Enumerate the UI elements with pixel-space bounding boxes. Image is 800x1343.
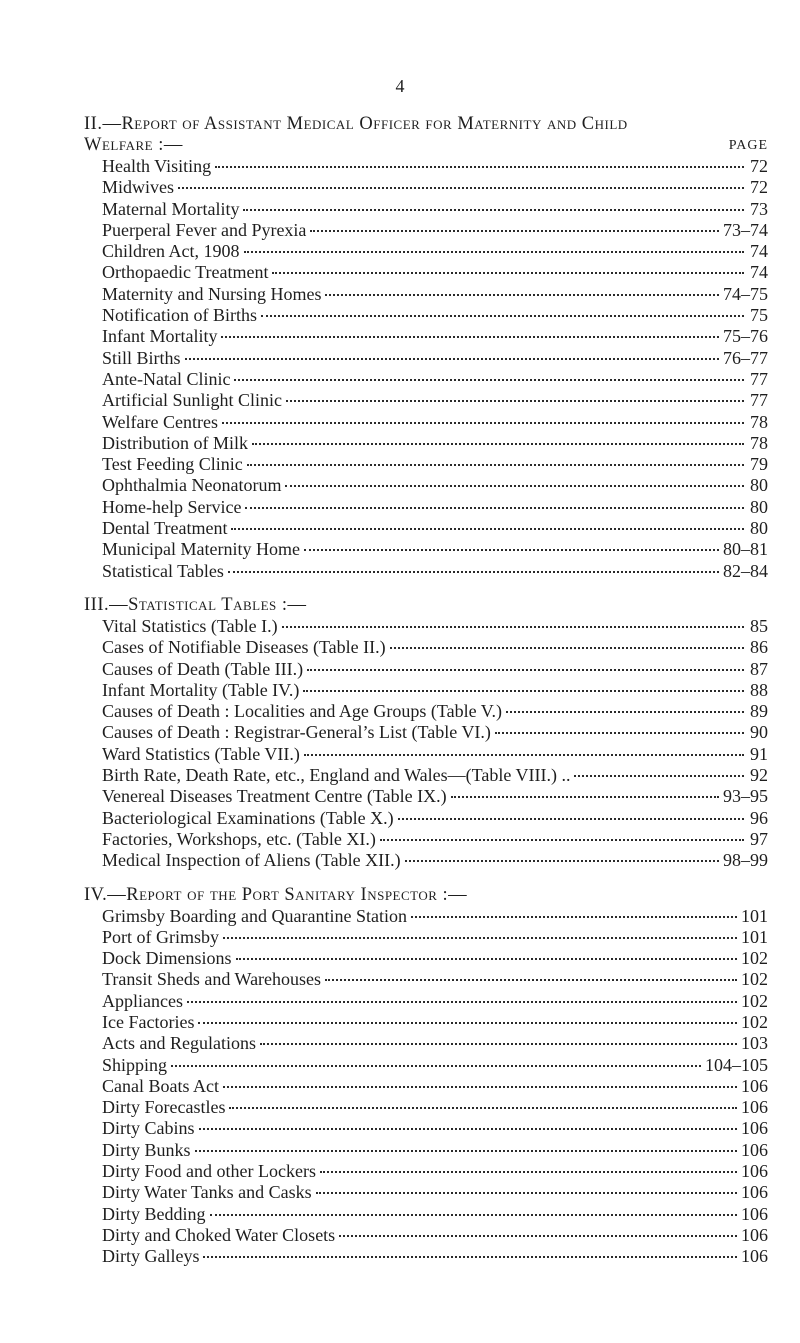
dot-leader — [221, 335, 719, 338]
entry-page-number: 78 — [750, 432, 768, 453]
entry-page-number: 106 — [741, 1182, 768, 1203]
entry-title: Ophthalmia Neonatorum — [102, 475, 282, 496]
toc-entry — [84, 412, 768, 433]
dot-leader — [199, 1127, 738, 1130]
toc-entry — [84, 497, 768, 518]
dot-leader — [222, 421, 744, 424]
entry-title: Ward Statistics (Table VII.) — [102, 743, 300, 764]
toc-entry — [84, 616, 768, 637]
toc-entry — [84, 969, 768, 990]
toc-section — [84, 885, 768, 1268]
entry-page-number: 78 — [750, 411, 768, 432]
toc-entry — [84, 284, 768, 305]
entry-page-number: 74–75 — [723, 283, 768, 304]
entry-page-number: 80 — [750, 475, 768, 496]
dot-leader — [339, 1234, 737, 1237]
toc-entry — [84, 1246, 768, 1267]
dot-leader — [231, 527, 744, 530]
toc-section — [84, 114, 768, 582]
dot-leader — [304, 753, 744, 756]
dot-leader — [195, 1149, 737, 1152]
toc-entry — [84, 475, 768, 496]
section-heading-text-line2: Welfare :— — [84, 135, 183, 155]
dot-leader — [228, 570, 719, 573]
entry-title: Medical Inspection of Aliens (Table XII.) — [102, 850, 401, 871]
entry-page-number: 101 — [741, 905, 768, 926]
toc-entry — [84, 786, 768, 807]
entry-page-number: 77 — [750, 390, 768, 411]
dot-leader — [252, 442, 744, 445]
toc-entry — [84, 1204, 768, 1225]
entry-page-number: 80 — [750, 518, 768, 539]
toc-entry — [84, 765, 768, 786]
toc-entry — [84, 659, 768, 680]
entry-title: Municipal Maternity Home — [102, 539, 300, 560]
toc-entry — [84, 518, 768, 539]
entry-page-number: 72 — [750, 156, 768, 176]
entry-page-number: 80 — [750, 496, 768, 517]
entry-title: Test Feeding Clinic — [102, 454, 243, 475]
dot-leader — [495, 731, 744, 734]
dot-leader — [245, 506, 744, 509]
dot-leader — [380, 838, 744, 841]
dot-leader — [234, 378, 744, 381]
entry-title: Midwives — [102, 177, 174, 198]
toc-entry — [84, 829, 768, 850]
entry-page-number: 75 — [750, 305, 768, 326]
dot-leader — [286, 399, 744, 402]
section-heading-continuation — [84, 135, 768, 156]
entry-page-number: 106 — [741, 1203, 768, 1224]
section-heading — [84, 114, 768, 156]
dot-leader — [398, 817, 744, 820]
entry-title: Appliances — [102, 990, 183, 1011]
toc-entry — [84, 1076, 768, 1097]
dot-leader — [390, 646, 744, 649]
dot-leader — [411, 915, 737, 918]
toc-entry — [84, 1055, 768, 1076]
entry-page-number: 104–105 — [705, 1054, 768, 1075]
entry-title: Still Births — [102, 347, 181, 368]
page-column-label: PAGE — [728, 138, 768, 153]
entry-page-number: 74 — [750, 241, 768, 262]
entry-page-number: 77 — [750, 368, 768, 389]
entry-title: Orthopaedic Treatment — [102, 262, 269, 283]
dot-leader — [307, 668, 744, 671]
section-heading-text: IV.—Report of the Port Sanitary Inspector :— — [84, 884, 468, 905]
entry-page-number: 106 — [741, 1161, 768, 1182]
entry-title: Ice Factories — [102, 1011, 195, 1032]
entry-title: Welfare Centres — [102, 411, 218, 432]
entry-title: Cases of Notifiable Diseases (Table II.) — [102, 637, 386, 658]
entry-title: Dock Dimensions — [102, 948, 232, 969]
toc-section — [84, 595, 768, 872]
toc-entry — [84, 156, 768, 177]
entry-title: Health Visiting — [102, 156, 212, 176]
entry-title: Maternity and Nursing Homes — [102, 283, 322, 304]
dot-leader — [203, 1255, 737, 1258]
toc-entry — [84, 348, 768, 369]
entry-page-number: 106 — [741, 1118, 768, 1139]
entry-title: Dirty Galleys — [102, 1246, 200, 1267]
entry-page-number: 102 — [741, 990, 768, 1011]
entry-title: Port of Grimsby — [102, 926, 219, 947]
dot-leader — [325, 978, 737, 981]
toc-entry — [84, 433, 768, 454]
entry-page-number: 86 — [750, 637, 768, 658]
toc-entry — [84, 1140, 768, 1161]
dot-leader — [178, 186, 744, 189]
toc-entry — [84, 1161, 768, 1182]
entry-page-number: 91 — [750, 743, 768, 764]
entry-title: Dirty Forecastles — [102, 1097, 226, 1118]
entry-page-number: 79 — [750, 454, 768, 475]
entry-page-number: 102 — [741, 1011, 768, 1032]
toc-entry — [84, 561, 768, 582]
entry-page-number: 80–81 — [723, 539, 768, 560]
dot-leader — [210, 1213, 738, 1216]
toc-entry — [84, 927, 768, 948]
toc-entry — [84, 744, 768, 765]
dot-leader — [198, 1021, 737, 1024]
entry-page-number: 102 — [741, 969, 768, 990]
entry-title: Dental Treatment — [102, 518, 228, 539]
dot-leader — [303, 689, 744, 692]
entry-title: Dirty Bedding — [102, 1203, 206, 1224]
entry-page-number: 87 — [750, 658, 768, 679]
dot-leader — [261, 314, 744, 317]
toc-entry — [84, 454, 768, 475]
toc-entry — [84, 722, 768, 743]
entry-page-number: 101 — [741, 926, 768, 947]
toc-entry — [84, 390, 768, 411]
entry-title: Shipping — [102, 1054, 168, 1075]
entry-title: Home-help Service — [102, 496, 242, 517]
dot-leader — [223, 1085, 737, 1088]
dot-leader — [223, 936, 737, 939]
entry-page-number: 76–77 — [723, 347, 768, 368]
dot-leader — [320, 1170, 737, 1173]
section-heading — [84, 885, 768, 906]
toc-entry — [84, 199, 768, 220]
entry-page-number: 75–76 — [723, 326, 768, 347]
entry-page-number: 98–99 — [723, 850, 768, 871]
toc-entry — [84, 850, 768, 871]
toc-entry — [84, 1012, 768, 1033]
dot-leader — [574, 774, 744, 777]
entry-title: Transit Sheds and Warehouses — [102, 969, 322, 990]
entry-page-number: 106 — [741, 1224, 768, 1245]
entry-page-number: 88 — [750, 679, 768, 700]
entry-page-number: 96 — [750, 807, 768, 828]
entry-page-number: 89 — [750, 701, 768, 722]
entry-title: Birth Rate, Death Rate, etc., England and Wales—(Table VIII.) .. — [102, 765, 571, 786]
entry-page-number: 73 — [750, 198, 768, 219]
entry-title: Puerperal Fever and Pyrexia — [102, 219, 307, 240]
toc-entry — [84, 241, 768, 262]
dot-leader — [506, 710, 744, 713]
entry-title: Children Act, 1908 — [102, 241, 240, 262]
toc-entry — [84, 1097, 768, 1118]
dot-leader — [260, 1042, 737, 1045]
dot-leader — [247, 463, 744, 466]
entry-title: Infant Mortality (Table IV.) — [102, 679, 300, 700]
entry-title: Dirty and Choked Water Closets — [102, 1224, 336, 1245]
entry-title: Causes of Death : Localities and Age Groups (Table V.) — [102, 701, 502, 722]
entry-title: Causes of Death : Registrar-General’s List (Table VI.) — [102, 722, 491, 743]
entry-title: Factories, Workshops, etc. (Table XI.) — [102, 828, 376, 849]
toc-entry — [84, 680, 768, 701]
entry-title: Venereal Diseases Treatment Centre (Table IX.) — [102, 786, 447, 807]
toc-entry — [84, 262, 768, 283]
toc-entry — [84, 1225, 768, 1246]
toc-entry — [84, 906, 768, 927]
entry-page-number: 106 — [741, 1246, 768, 1267]
entry-page-number: 106 — [741, 1097, 768, 1118]
entry-title: Ante-Natal Clinic — [102, 368, 231, 389]
entry-title: Canal Boats Act — [102, 1075, 219, 1096]
toc-entry — [84, 948, 768, 969]
dot-leader — [185, 357, 719, 360]
entry-page-number: 85 — [750, 615, 768, 636]
dot-leader — [215, 165, 744, 168]
toc-entry — [84, 637, 768, 658]
entry-title: Distribution of Milk — [102, 432, 249, 453]
toc-entry — [84, 326, 768, 347]
entry-title: Vital Statistics (Table I.) — [102, 615, 278, 636]
entry-title: Notification of Births — [102, 305, 257, 326]
toc-entry — [84, 369, 768, 390]
entry-title: Acts and Regulations — [102, 1033, 256, 1054]
entry-title: Grimsby Boarding and Quarantine Station — [102, 905, 407, 926]
table-of-contents — [84, 114, 768, 1281]
toc-entry — [84, 1182, 768, 1203]
dot-leader — [304, 548, 719, 551]
entry-page-number: 106 — [741, 1075, 768, 1096]
dot-leader — [310, 229, 719, 232]
entry-page-number: 93–95 — [723, 786, 768, 807]
toc-entry — [84, 1118, 768, 1139]
entry-page-number: 97 — [750, 828, 768, 849]
entry-title: Dirty Cabins — [102, 1118, 195, 1139]
dot-leader — [187, 1000, 737, 1003]
entry-title: Bacteriological Examinations (Table X.) — [102, 807, 394, 828]
dot-leader — [282, 625, 744, 628]
entry-title: Artificial Sunlight Clinic — [102, 390, 282, 411]
entry-title: Causes of Death (Table III.) — [102, 658, 304, 679]
entry-page-number: 103 — [741, 1033, 768, 1054]
section-heading-text: II.—Report of Assistant Medical Officer for Maternity and Child — [84, 114, 628, 134]
dot-leader — [171, 1064, 701, 1067]
dot-leader — [244, 250, 745, 253]
entry-page-number: 92 — [750, 765, 768, 786]
dot-leader — [316, 1191, 737, 1194]
entry-page-number: 82–84 — [723, 560, 768, 581]
entry-title: Statistical Tables — [102, 560, 224, 581]
page-number: 4 — [395, 76, 405, 96]
dot-leader — [236, 957, 738, 960]
entry-title: Dirty Food and other Lockers — [102, 1161, 316, 1182]
toc-entry — [84, 1033, 768, 1054]
entry-page-number: 106 — [741, 1139, 768, 1160]
dot-leader — [405, 859, 719, 862]
entry-title: Dirty Bunks — [102, 1139, 191, 1160]
entry-page-number: 73–74 — [723, 219, 768, 240]
entry-page-number: 72 — [750, 177, 768, 198]
dot-leader — [243, 208, 744, 211]
toc-entry — [84, 305, 768, 326]
section-heading — [84, 595, 768, 616]
entry-title: Infant Mortality — [102, 326, 218, 347]
toc-entry — [84, 808, 768, 829]
section-heading-text: III.—Statistical Tables :— — [84, 594, 307, 615]
toc-entry — [84, 220, 768, 241]
entry-page-number: 102 — [741, 948, 768, 969]
dot-leader — [285, 484, 744, 487]
dot-leader — [325, 293, 719, 296]
entry-title: Dirty Water Tanks and Casks — [102, 1182, 312, 1203]
toc-entry — [84, 701, 768, 722]
toc-entry — [84, 177, 768, 198]
dot-leader — [229, 1106, 737, 1109]
entry-title: Maternal Mortality — [102, 198, 240, 219]
entry-page-number: 90 — [750, 722, 768, 743]
dot-leader — [272, 271, 744, 274]
toc-entry — [84, 539, 768, 560]
dot-leader — [451, 795, 719, 798]
entry-page-number: 74 — [750, 262, 768, 283]
toc-entry — [84, 991, 768, 1012]
